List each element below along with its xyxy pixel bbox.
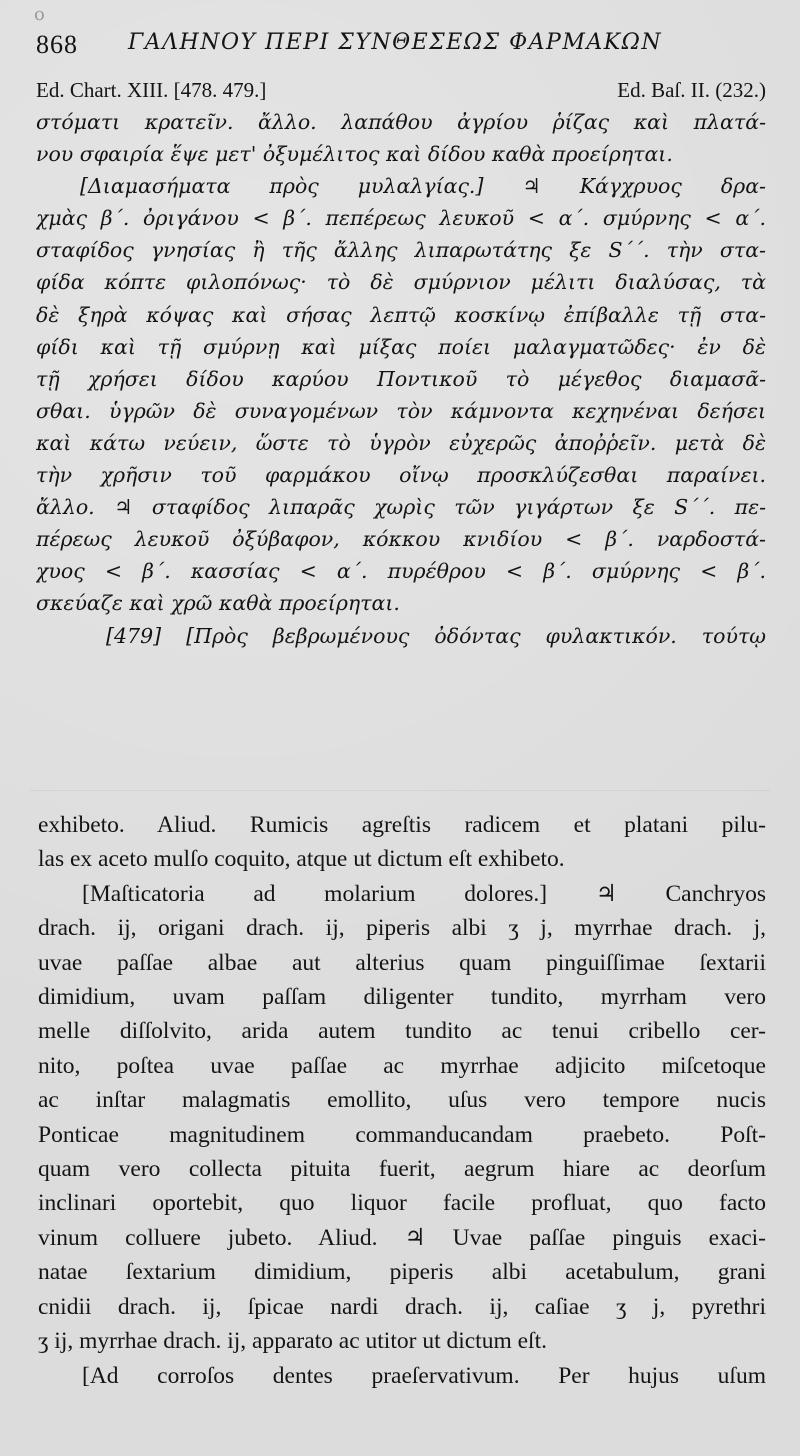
greek-line: σθαι. ὑγρῶν δὲ συναγομένων τὸν κάμνοντα κεχηνέναι δεήσει <box>36 398 766 423</box>
running-title: ΓΑΛΗΝΟΥ ΠΕΡΙ ΣΥΝΘΕΣΕΩΣ ΦΑΡΜΑΚΩΝ <box>128 30 663 55</box>
greek-line: [479] [Πρὸς βεβρωμένους ὀδόντας φυλακτικόν. τούτῳ <box>106 623 766 648</box>
latin-line: cnidii drach. ij, ſpicae nardi drach. ij, caſiae ʒ j, pyrethri <box>38 1293 766 1320</box>
latin-line: [Maſticatoria ad molarium dolores.] ♃ Canchryos <box>82 880 766 907</box>
latin-line: exhibeto. Aliud. Rumicis agreſtis radicem et platani pilu- <box>38 812 766 838</box>
greek-line: πέρεως λευκοῦ ὀξύβαφον, κόκκου κνιδίου < β΄. ναρδοστά- <box>36 527 766 552</box>
greek-line: φίδα κόπτε φιλοπόνως· τὸ δὲ σμύρνιον μέλιτι διαλύσας, τὰ <box>36 270 766 295</box>
greek-line: νου σφαιρία ἕψε μετ' ὀξυμέλιτος καὶ δίδου καθὰ προείρηται. <box>36 142 673 167</box>
greek-line: καὶ κάτω νεύειν, ὥστε τὸ ὑγρὸν εὐχερῶς ἀποῤῥεῖν. μετὰ δὲ <box>36 430 766 455</box>
latin-text-block <box>38 808 766 1393</box>
corner-mark: o <box>34 4 45 25</box>
greek-line: χυος < β΄. κασσίας < α΄. πυρέθρου < β΄. σμύρνης < β΄. <box>36 559 766 584</box>
greek-line: τῇ χρήσει δίδου καρύου Ποντικοῦ τὸ μέγεθος διαμασᾶ- <box>36 366 766 391</box>
latin-line: drach. ij, origani drach. ij, piperis albi ʒ j, myrrhae drach. j, <box>38 915 766 942</box>
edition-references <box>36 78 766 108</box>
latin-line: dimidium, uvam paſſam diligenter tundito, myrrham vero <box>38 984 766 1011</box>
greek-line: ἄλλο. ♃ σταφίδος λιπαρᾶς χωρὶς τῶν γιγάρτων ξε S΄΄. πε- <box>36 495 766 520</box>
latin-line: quam vero collecta pituita fuerit, aegrum hiare ac deorſum <box>38 1156 766 1183</box>
greek-line: στόματι κρατεῖν. ἄλλο. λαπάθου ἀγρίου ῥίζας καὶ πλατά- <box>36 110 766 134</box>
latin-line: melle diſſolvito, arida autem tundito ac tenui cribello cer- <box>38 1018 766 1045</box>
greek-line: φίδι καὶ τῇ σμύρνῃ καὶ μίξας ποίει μαλαγματῶδες· ἐν δὲ <box>36 334 766 359</box>
greek-line: χμὰς β΄. ὀριγάνου < β΄. πεπέρεως λευκοῦ < α΄. σμύρνης < α΄. <box>36 206 766 231</box>
greek-line: σταφίδος γνησίας ἢ τῆς ἄλλης λιπαρωτάτης ξε S΄΄. τὴν στα- <box>36 238 766 263</box>
latin-line: [Ad corroſos dentes praeſervativum. Per hujus uſum <box>82 1362 766 1389</box>
page-header <box>36 28 766 68</box>
latin-line: las ex aceto mulſo coquito, atque ut dictum eſt exhibeto. <box>38 846 565 873</box>
latin-line: nito, poſtea uvae paſſae ac myrrhae adjicito miſcetoque <box>38 1052 766 1079</box>
greek-text-block <box>36 106 766 652</box>
latin-line: inclinari oportebit, quo liquor facile profluat, quo facto <box>38 1190 766 1217</box>
greek-line: τὴν χρῆσιν τοῦ φαρμάκου οἴνῳ προσκλύζεσθαι παραίνει. <box>36 463 766 488</box>
latin-line: natae ſextarium dimidium, piperis albi acetabulum, grani <box>38 1259 766 1286</box>
greek-line: [Διαμασήματα πρὸς μυλαλγίας.] ♃ Κάγχρυος δρα- <box>80 174 766 199</box>
greek-line: σκεύαζε καὶ χρῶ καθὰ προείρηται. <box>36 591 400 616</box>
greek-line: δὲ ξηρὰ κόψας καὶ σήσας λεπτῷ κοσκίνῳ ἐπίβαλλε τῇ στα- <box>36 302 766 327</box>
latin-line: Ponticae magnitudinem commanducandam praebeto. Poſt- <box>38 1121 766 1148</box>
latin-line: uvae paſſae albae aut alterius quam pinguiſſimae ſextarii <box>38 949 766 976</box>
edition-chart-ref: Ed. Chart. XIII. [478. 479.] <box>36 78 267 102</box>
section-divider <box>30 790 770 791</box>
latin-line: ac inſtar malagmatis emollito, uſus vero tempore nucis <box>38 1087 766 1114</box>
latin-line: vinum colluere jubeto. Aliud. ♃ Uvae paſſae pinguis exaci- <box>38 1224 766 1251</box>
page-number: 868 <box>36 30 78 59</box>
edition-basel-ref: Ed. Baſ. II. (232.) <box>617 78 766 102</box>
latin-line: ʒ ij, myrrhae drach. ij, apparato ac utitor ut dictum eſt. <box>38 1328 547 1355</box>
